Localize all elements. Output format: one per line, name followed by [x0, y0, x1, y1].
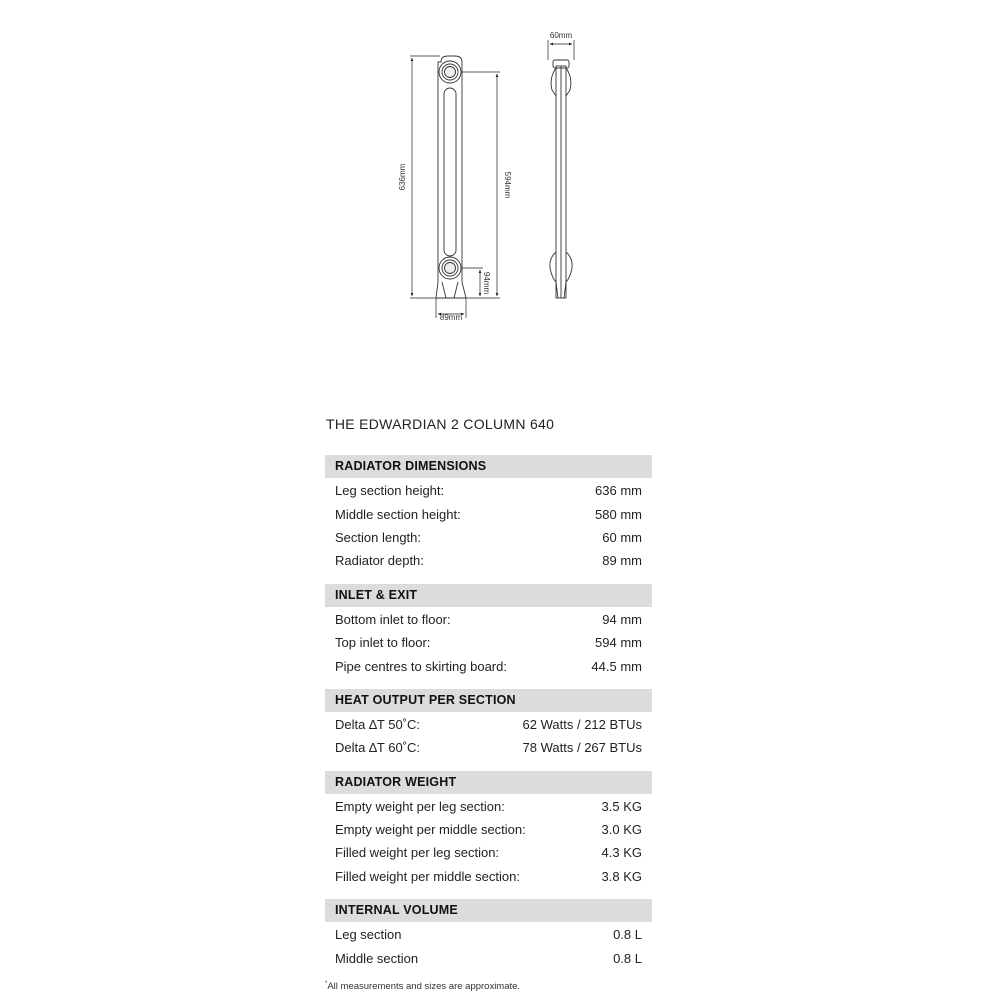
spec-label: Leg section height: [335, 483, 445, 499]
spec-section [325, 689, 652, 760]
spec-row [325, 502, 652, 525]
spec-row [325, 795, 652, 818]
spec-row [325, 713, 652, 736]
spec-section [325, 584, 652, 678]
spec-label: Pipe centres to skirting board: [335, 658, 507, 674]
spec-label: Radiator depth: [335, 553, 424, 569]
spec-value: 60 mm [602, 529, 642, 545]
side-dimensions [548, 40, 574, 60]
section-header: RADIATOR WEIGHT [325, 771, 652, 794]
spec-row [325, 526, 652, 549]
spec-value: 62 Watts / 212 BTUs [522, 716, 642, 732]
spec-section [325, 899, 652, 970]
spec-label: Empty weight per leg section: [335, 798, 505, 814]
footnote-text: All measurements and sizes are approximate. [327, 981, 521, 993]
footnote [325, 981, 652, 992]
spec-value: 4.3 KG [601, 845, 642, 861]
bottom-inlet-dim-label: 94mm [482, 271, 491, 295]
spec-label: Section length: [335, 529, 422, 545]
spec-section [325, 771, 652, 889]
spec-row [325, 818, 652, 841]
leg-height-dim-label: 636mm [398, 163, 407, 191]
spec-value: 594 mm [595, 635, 642, 651]
side-view [550, 60, 572, 298]
spec-value: 44.5 mm [591, 658, 642, 674]
product-title: THE EDWARDIAN 2 COLUMN 640 [326, 416, 555, 432]
spec-row [325, 654, 652, 677]
spec-value: 78 Watts / 267 BTUs [522, 740, 642, 756]
spec-value: 3.0 KG [601, 822, 642, 838]
section-header: INTERNAL VOLUME [325, 899, 652, 922]
spec-label: Filled weight per leg section: [335, 845, 500, 861]
spec-label: Filled weight per middle section: [335, 868, 520, 884]
footnote-mark: * [325, 980, 328, 987]
spec-label: Leg section [335, 927, 402, 943]
spec-row [325, 841, 652, 864]
spec-row [325, 923, 652, 946]
section-header: HEAT OUTPUT PER SECTION [325, 689, 652, 712]
spec-value: 89 mm [602, 553, 642, 569]
spec-label: Middle section [335, 950, 419, 966]
spec-section [325, 455, 652, 573]
spec-value: 0.8 L [613, 927, 642, 943]
front-slot [444, 88, 456, 256]
spec-label: Top inlet to floor: [335, 635, 431, 651]
spec-row [325, 631, 652, 654]
spec-row [325, 946, 652, 969]
spec-label: Delta ∆T 50˚C: [335, 716, 421, 732]
specification-panel [325, 414, 652, 992]
spec-value: 3.8 KG [601, 868, 642, 884]
spec-row [325, 549, 652, 572]
width-dim-label: 60mm [549, 31, 573, 40]
spec-row [325, 736, 652, 759]
spec-value: 580 mm [595, 506, 642, 522]
spec-row [325, 479, 652, 502]
spec-row [325, 865, 652, 888]
front-view [436, 56, 466, 298]
spec-value: 94 mm [602, 611, 642, 627]
section-header: RADIATOR DIMENSIONS [325, 455, 652, 478]
spec-sections [325, 455, 652, 970]
inlet-height-dim-label: 594mm [503, 171, 512, 199]
spec-value: 0.8 L [613, 950, 642, 966]
spec-value: 3.5 KG [601, 798, 642, 814]
section-header: INLET & EXIT [325, 584, 652, 607]
spec-label: Bottom inlet to floor: [335, 611, 451, 627]
technical-drawing [0, 0, 1000, 400]
spec-label: Delta ∆T 60˚C: [335, 740, 421, 756]
depth-dim-label: 89mm [439, 313, 463, 322]
spec-value: 636 mm [595, 483, 642, 499]
spec-row [325, 608, 652, 631]
spec-label: Empty weight per middle section: [335, 822, 526, 838]
spec-label: Middle section height: [335, 506, 461, 522]
